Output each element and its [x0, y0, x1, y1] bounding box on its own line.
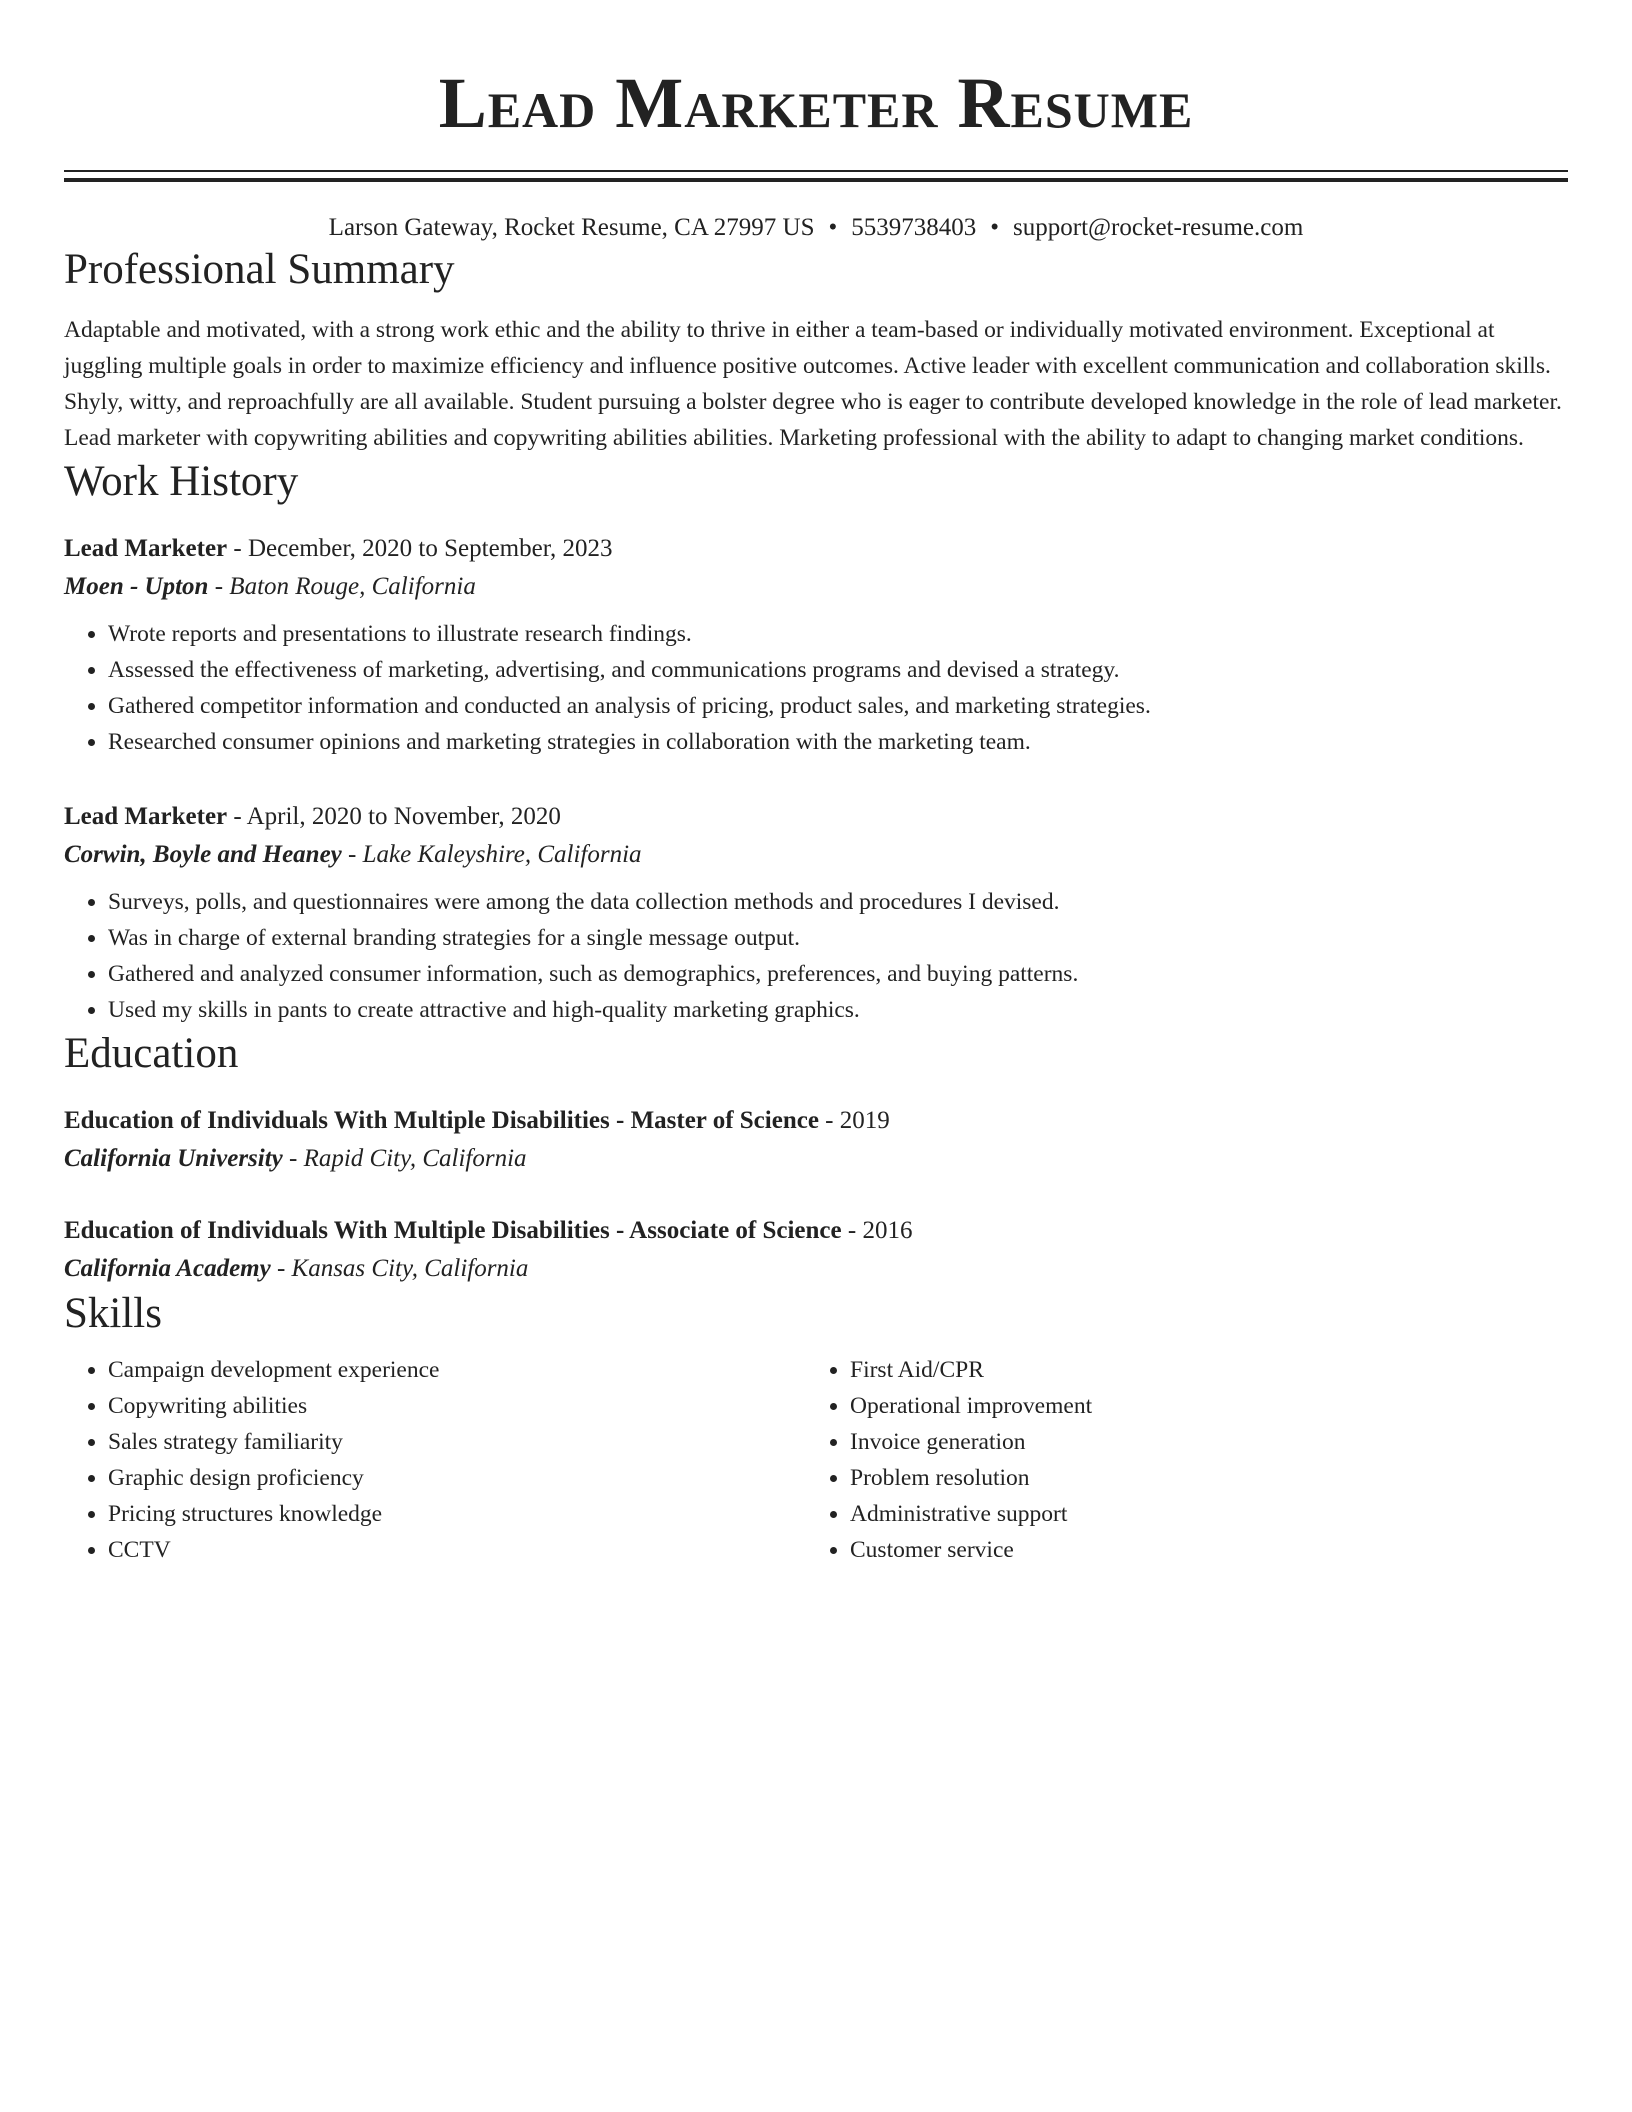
contact-separator: •	[990, 214, 1000, 241]
skill-item: • Campaign development experience	[108, 1352, 806, 1388]
skills-list-left	[64, 1352, 806, 1568]
education-entry	[64, 1212, 1568, 1288]
skills-columns	[64, 1352, 1568, 1568]
skill-item: • Administrative support	[850, 1496, 1548, 1532]
skill-item: • CCTV	[108, 1532, 806, 1568]
title-divider-thick	[64, 178, 1568, 182]
contact-phone: 5539738403	[851, 214, 977, 241]
job-bullet: • Assessed the effectiveness of marketing, advertising, and communications programs and devised a strategy.	[108, 652, 1568, 688]
contact-line	[64, 212, 1568, 244]
job-company: Corwin, Boyle and Heaney	[64, 841, 342, 868]
education-heading: Education	[64, 1030, 239, 1077]
job-dates: - December, 2020 to September, 2023	[227, 535, 613, 562]
job-bullet: • Used my skills in pants to create attractive and high-quality marketing graphics.	[108, 992, 1568, 1028]
job-company-line	[64, 836, 1568, 874]
education-year: - 2016	[841, 1217, 913, 1244]
job-bullet: • Was in charge of external branding strategies for a single message output.	[108, 920, 1568, 956]
job-bullet: • Researched consumer opinions and marketing strategies in collaboration with the marketing team.	[108, 724, 1568, 760]
education-year: - 2019	[818, 1107, 890, 1134]
contact-email: support@rocket-resume.com	[1013, 214, 1304, 241]
education-school-line	[64, 1250, 1568, 1288]
job-title-line	[64, 798, 1568, 836]
skill-item: • Sales strategy familiarity	[108, 1424, 806, 1460]
job-dates: - April, 2020 to November, 2020	[227, 803, 561, 830]
job-bullet: • Surveys, polls, and questionnaires were among the data collection methods and procedures I devised.	[108, 884, 1568, 920]
education-degree-line	[64, 1102, 1568, 1140]
title-divider-thin	[64, 170, 1568, 172]
job-bullet: • Gathered and analyzed consumer information, such as demographics, preferences, and buying patterns.	[108, 956, 1568, 992]
summary-text: Adaptable and motivated, with a strong work ethic and the ability to thrive in either a team-based or individually motivated environment. Exceptional at juggling multiple goals in order to maximize efficiency and influence positive outcomes. Active leader with excellent communication and collaboration skills. Shyly, witty, and reproachfully are all available. Student pursuing a bolster degree who is eager to contribute developed knowledge in the role of lead marketer. Lead marketer with copywriting abilities and copywriting abilities abilities. Marketing professional with the ability to adapt to changing market conditions.	[64, 317, 1562, 451]
job-bullets	[64, 616, 1568, 760]
job-title-line	[64, 530, 1568, 568]
job-company-line	[64, 568, 1568, 606]
job-company: Moen - Upton	[64, 573, 209, 600]
education-entry	[64, 1102, 1568, 1178]
summary-heading: Professional Summary	[64, 246, 455, 293]
skill-item: • Pricing structures knowledge	[108, 1496, 806, 1532]
work-history-heading: Work History	[64, 458, 299, 505]
contact-address: Larson Gateway, Rocket Resume, CA 27997 US	[328, 214, 815, 241]
resume-title: Lead Marketer Resume	[438, 63, 1194, 143]
skills-heading: Skills	[64, 1290, 162, 1337]
skill-item: • Copywriting abilities	[108, 1388, 806, 1424]
skill-item: • Operational improvement	[850, 1388, 1548, 1424]
education-school: California Academy	[64, 1255, 271, 1282]
skill-item: • Problem resolution	[850, 1460, 1548, 1496]
job-bullet: • Wrote reports and presentations to illustrate research findings.	[108, 616, 1568, 652]
skill-item: • Invoice generation	[850, 1424, 1548, 1460]
education-degree: Education of Individuals With Multiple Disabilities - Master of Science	[64, 1107, 819, 1134]
job-location: - Baton Rouge, California	[208, 573, 476, 600]
job-entry	[64, 798, 1568, 1028]
education-school: California University	[64, 1145, 283, 1172]
skill-item: • First Aid/CPR	[850, 1352, 1548, 1388]
skill-item: • Graphic design proficiency	[108, 1460, 806, 1496]
job-title: Lead Marketer	[64, 535, 228, 562]
education-degree-line	[64, 1212, 1568, 1250]
education-location: - Rapid City, California	[282, 1145, 527, 1172]
job-entry	[64, 530, 1568, 760]
skill-item: • Customer service	[850, 1532, 1548, 1568]
contact-separator: •	[828, 214, 838, 241]
resume-page	[64, 0, 1568, 1568]
job-bullets	[64, 884, 1568, 1028]
skills-list-right	[806, 1352, 1548, 1568]
education-degree: Education of Individuals With Multiple Disabilities - Associate of Science	[64, 1217, 842, 1244]
education-school-line	[64, 1140, 1568, 1178]
job-location: - Lake Kaleyshire, California	[341, 841, 642, 868]
job-title: Lead Marketer	[64, 803, 228, 830]
education-location: - Kansas City, California	[270, 1255, 529, 1282]
job-bullet: • Gathered competitor information and conducted an analysis of pricing, product sales, and marketing strategies.	[108, 688, 1568, 724]
